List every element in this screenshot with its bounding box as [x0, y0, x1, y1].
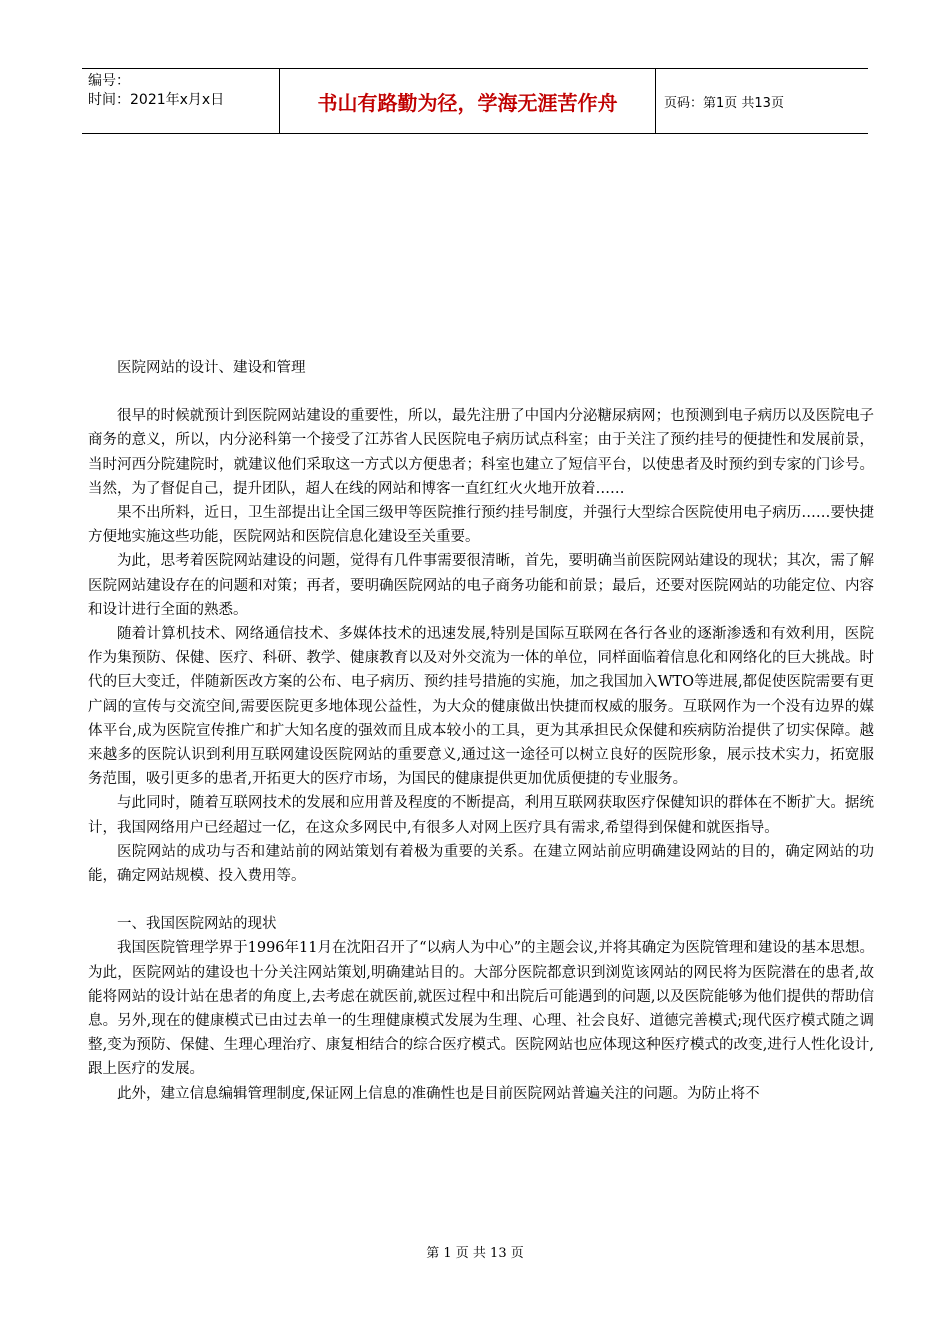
- document-time-label: 时间：2021年x月x日: [88, 92, 225, 108]
- section-heading: 一、我国医院网站的现状: [117, 916, 277, 933]
- paragraph: 此外，建立信息编辑管理制度,保证网上信息的准确性也是目前医院网站普遍关注的问题。为防止将不: [117, 1085, 760, 1102]
- paragraph: 很早的时候就预计到医院网站建设的重要性，所以，最先注册了中国内分泌糖尿病网；也预测到电子病历以及医院电子商务的意义，所以，内分泌科第一个接受了江苏省人民医院电子病历试点科室；由于关注了预约挂号的便捷性和发展前景，当时河西分院建院时，就建议他们采取这一方式以方便患者；科室也建立了短信平台，以使患者及时预约到专家的门诊号。当然，为了督促自己，提升团队，超人在线的网站和博客一直红红火火地开放着……: [88, 408, 874, 497]
- header-motto: 书山有路勤为径，学海无涯苦作舟: [280, 69, 656, 133]
- section-spacer: [88, 888, 874, 912]
- paragraph: 医院网站的成功与否和建站前的网站策划有着极为重要的关系。在建立网站前应明确建设网站的目的，确定网站的功能，确定网站规模、投入费用等。: [88, 843, 874, 885]
- header-page-info: 页码：第1页 共13页: [664, 95, 784, 111]
- paragraph: 果不出所料，近日，卫生部提出让全国三级甲等医院推行预约挂号制度，并强行大型综合医院使用电子病历……要快捷方便地实施这些功能，医院网站和医院信息化建设至关重要。: [88, 505, 874, 546]
- paragraph: 我国医院管理学界于1996年11月在沈阳召开了“以病人为中心”的主题会议,并将其确定为医院管理和建设的基本思想。为此，医院网站的建设也十分关注网站策划,明确建站目的。大部分医院都意识到浏览该网站的网民将为医院潜在的患者,故能将网站的设计站在患者的角度上,去考虑在就医前,就医过程中和出院后可能遇到的问题,以及医院能够为他们提供的帮助信息。另外,现在的健康模式已由过去单一的生理健康模式发展为生理、心理、社会良好、道德完善模式;现代医疗模式随之调整,变为预防、保健、生理心理治疗、康复相结合的综合医疗模式。医院网站也应体现这种医疗模式的改变,进行人性化设计,跟上医疗的发展。: [88, 940, 874, 1078]
- paragraph: 为此，思考着医院网站建设的问题，觉得有几件事需要很清晰，首先，要明确当前医院网站建设的现状；其次，需了解医院网站建设存在的问题和对策；再者，要明确医院网站的电子商务功能和前景；最后，还要对医院网站的功能定位、内容和设计进行全面的熟悉。: [88, 553, 874, 618]
- page-footer: 第 1 页 共 13 页: [426, 1246, 524, 1261]
- document-number-label: 编号：: [88, 73, 130, 89]
- article-body: [88, 356, 874, 1106]
- document-header: [82, 68, 868, 134]
- header-meta-cell: [82, 69, 280, 133]
- article-title: 医院网站的设计、建设和管理: [117, 360, 306, 376]
- paragraph: 随着计算机技术、网络通信技术、多媒体技术的迅速发展,特别是国际互联网在各行各业的逐渐渗透和有效利用，医院作为集预防、保健、医疗、科研、教学、健康教育以及对外交流为一体的单位，同样面临着信息化和网络化的巨大挑战。时代的巨大变迁，伴随新医改方案的公布、电子病历、预约挂号措施的实施，加之我国加入WTO等进展,都促使医院需要有更广阔的宣传与交流空间,需要医院更多地体现公益性，为大众的健康做出快捷而权威的服务。互联网作为一个没有边界的媒体平台,成为医院宣传推广和扩大知名度的强效而且成本较小的工具，更为其承担民众保健和疾病防治提供了切实保障。越来越多的医院认识到利用互联网建设医院网站的重要意义,通过这一途径可以树立良好的医院形象，展示技术实力，拓宽服务范围，吸引更多的患者,开拓更大的医疗市场，为国民的健康提供更加优质便捷的专业服务。: [88, 626, 874, 788]
- paragraph: 与此同时，随着互联网技术的发展和应用普及程度的不断提高，利用互联网获取医疗保健知识的群体在不断扩大。据统计，我国网络用户已经超过一亿，在这众多网民中,有很多人对网上医疗具有需求,希望得到保健和就医指导。: [88, 795, 874, 836]
